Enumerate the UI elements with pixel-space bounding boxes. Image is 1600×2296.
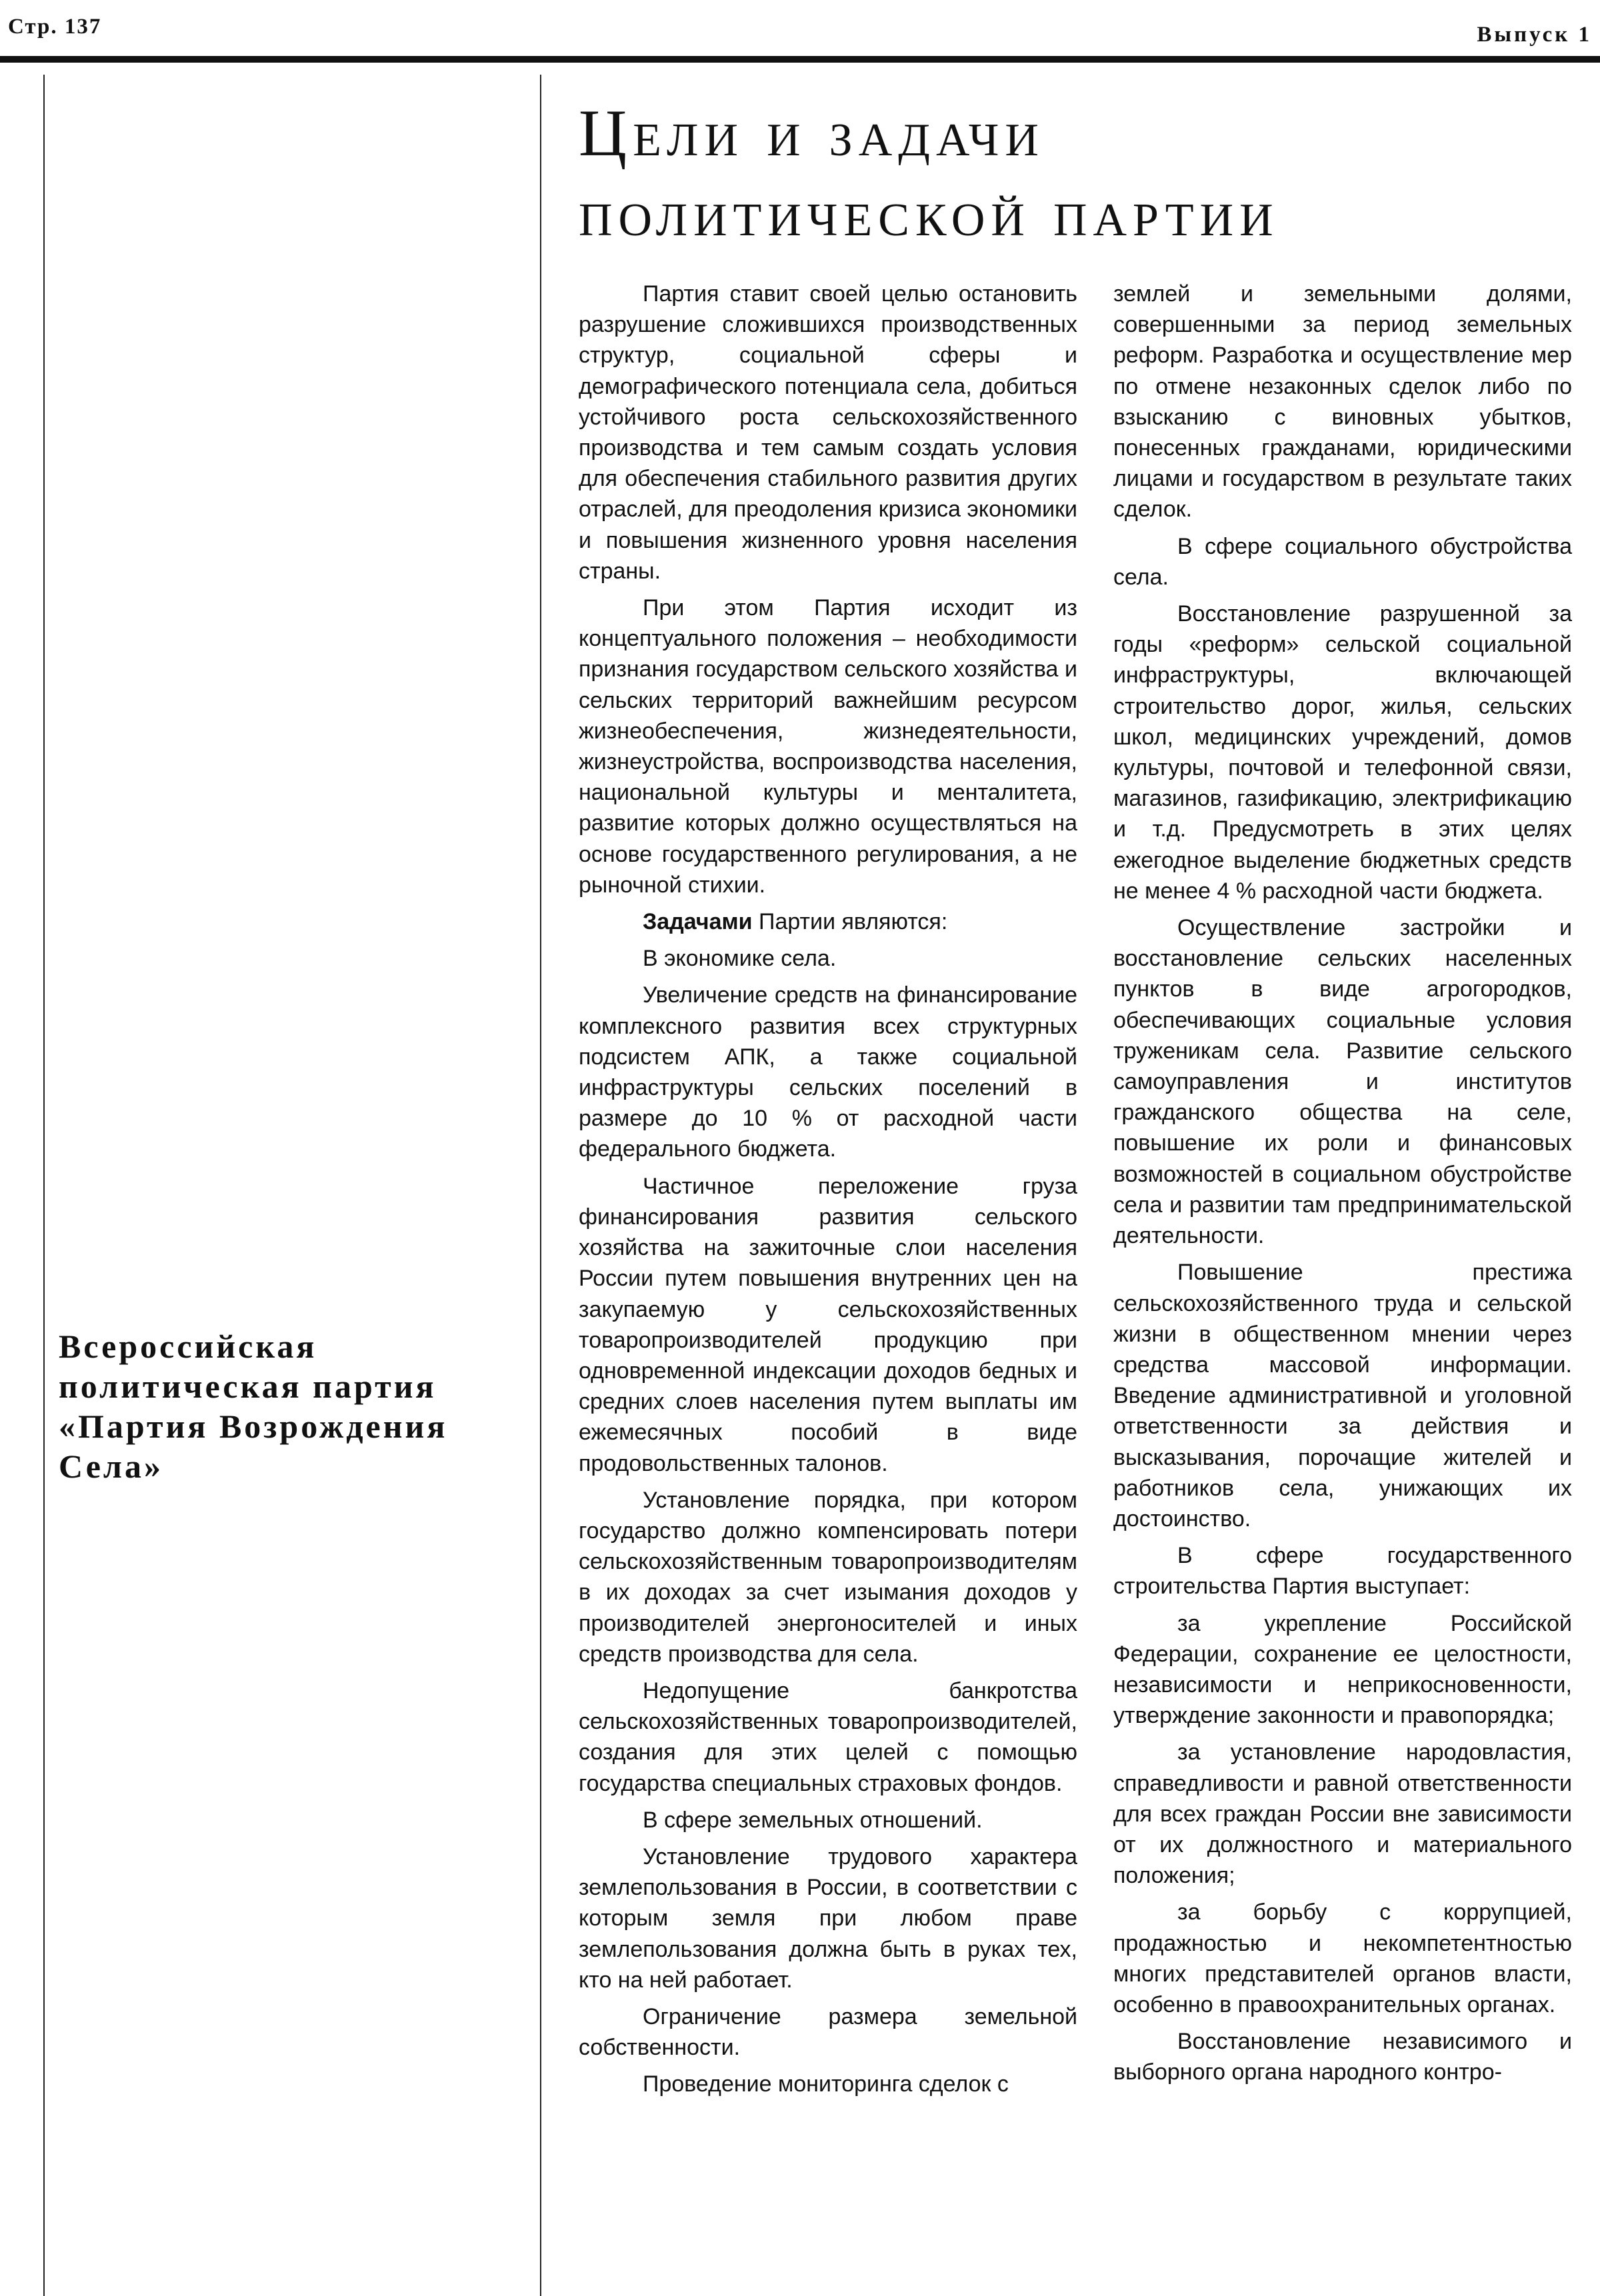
page-number: Стр. 137 bbox=[8, 15, 102, 39]
paragraph: Установление трудового характера землепользования в России, в соответствии с которым земля при любом праве землепользования должна быть в руках тех, кто на ней работает. bbox=[579, 1843, 1077, 1993]
header-rule bbox=[0, 56, 1600, 63]
paragraph: Осуществление застройки и восстановление сельских населенных пунктов в виде агрогородков, обеспечивающих социальные условия труженикам села. Развитие сельского самоуправления и институтов гражданского общества на селе, повышение их роли и финансовых возможностей в социальном обустройстве села и развитии там предпринимательской деятельности. bbox=[1113, 915, 1572, 1249]
title-line-1: Цели и задачи bbox=[579, 96, 1045, 170]
paragraph: При этом Партия исходит из концептуального положения – необходимости признания государством сельского хозяйства и сельских территорий важнейшим ресурсом жизнеобеспечения, жизнедеятельности, жизнеустройства, воспроизводства населения, национальной культуры и менталитета, развитие которых должно осуществляться на основе государственного регулирования, а не рыночной стихии. bbox=[579, 595, 1077, 898]
paragraph: за установление народовластия, справедливости и равной ответственности для всех граждан России вне зависимости от их должностного и материального положения; bbox=[1113, 1739, 1572, 1889]
issue-label: Выпуск 1 bbox=[1477, 23, 1592, 47]
paragraph: Повышение престижа сельскохозяйственного труда и сельской жизни в общественном мнении через средства массовой информации. Введение административной и уголовной ответственности за действия и высказывания, порочащие жителей и работников села, унижающих их достоинство. bbox=[1113, 1260, 1572, 1532]
paragraph bbox=[579, 906, 1077, 937]
paragraph: Восстановление разрушенной за годы «реформ» сельской социальной инфраструктуры, включающей строительство дорог, жилья, сельских школ, медицинских учреждений, домов культуры, почтовой и телефонной связи, магазинов, газификацию, электрификацию и т.д. Предусмотреть в этих целях ежегодное выделение бюджетных средств не менее 4 % расходной части бюджета. bbox=[1113, 601, 1572, 904]
paragraph-rest: Партии являются: bbox=[752, 909, 948, 935]
paragraph: за укрепление Российской Федерации, сохранение ее целостности, независимости и неприкосновенности, утверждение законности и правопорядка; bbox=[1113, 1610, 1572, 1729]
paragraph: Восстановление независимого и выборного органа народного контро- bbox=[1113, 2029, 1572, 2085]
text-column-2 bbox=[1113, 279, 1572, 2094]
paragraph: В сфере социального обустройства села. bbox=[1113, 533, 1572, 590]
paragraph: землей и земельными долями, совершенными за период земельных реформ. Разработка и осуществление мер по отмене незаконных сделок либо по взысканию с виновных убытков, понесенных гражданами, юридическими лицами и государством в результате таких сделок. bbox=[1113, 281, 1572, 523]
sidebar-divider-line bbox=[540, 75, 541, 2296]
title-line-2: политической партии bbox=[579, 176, 1279, 250]
paragraph: за борьбу с коррупцией, продажностью и некомпетентностью многих представителей органов власти, особенно в правоохранительных органах. bbox=[1113, 1899, 1572, 2017]
left-margin-line bbox=[43, 75, 45, 2296]
paragraph: Установление порядка, при котором государство должно компенсировать потери сельскохозяйственным товаропроизводителям в их доходах за счет изымания доходов у производителей энергоносителей и иных средств производства для села. bbox=[579, 1487, 1077, 1667]
paragraph: В сфере государственного строительства Партия выступает: bbox=[1113, 1543, 1572, 1600]
paragraph: Увеличение средств на финансирование комплексного развития всех структурных подсистем АПК, а также социальной инфраструктуры сельских поселений в размере до 10 % от расходной части федерального бюджета. bbox=[579, 982, 1077, 1162]
paragraph: Недопущение банкротства сельскохозяйственных товаропроизводителей, создания для этих целей с помощью государства специальных страховых фондов. bbox=[579, 1678, 1077, 1796]
bold-lead: Задачами bbox=[643, 909, 753, 935]
paragraph: В сфере земельных отношений. bbox=[643, 1807, 983, 1833]
paragraph: Ограничение размера земельной собственности. bbox=[579, 2003, 1077, 2061]
page-title bbox=[579, 93, 1279, 253]
paragraph: Партия ставит своей целью остановить разрушение сложившихся производственных структур, социальной сферы и демографического потенциала села, добиться устойчивого роста сельскохозяйственного производства и тем самым создать условия для обеспечения стабильного развития других отраслей, для преодоления кризиса экономики и повышения жизненного уровня населения страны. bbox=[579, 281, 1077, 584]
paragraph: В экономике села. bbox=[643, 946, 837, 972]
paragraph: Частичное переложение груза финансирования развития сельского хозяйства на зажиточные слои населения России путем повышения внутренних цен на закупаемую у сельскохозяйственных товаропроизводителей продукцию при одновременной индексации доходов бедных и средних слоев населения путем выплаты им ежемесячных пособий в виде продовольственных талонов. bbox=[579, 1173, 1077, 1476]
sidebar-party-name: Всероссийская политическая партия «Партия Возрождения Села» bbox=[59, 1328, 448, 1485]
text-column-1 bbox=[579, 279, 1077, 2106]
paragraph: Проведение мониторинга сделок с bbox=[643, 2071, 1009, 2097]
